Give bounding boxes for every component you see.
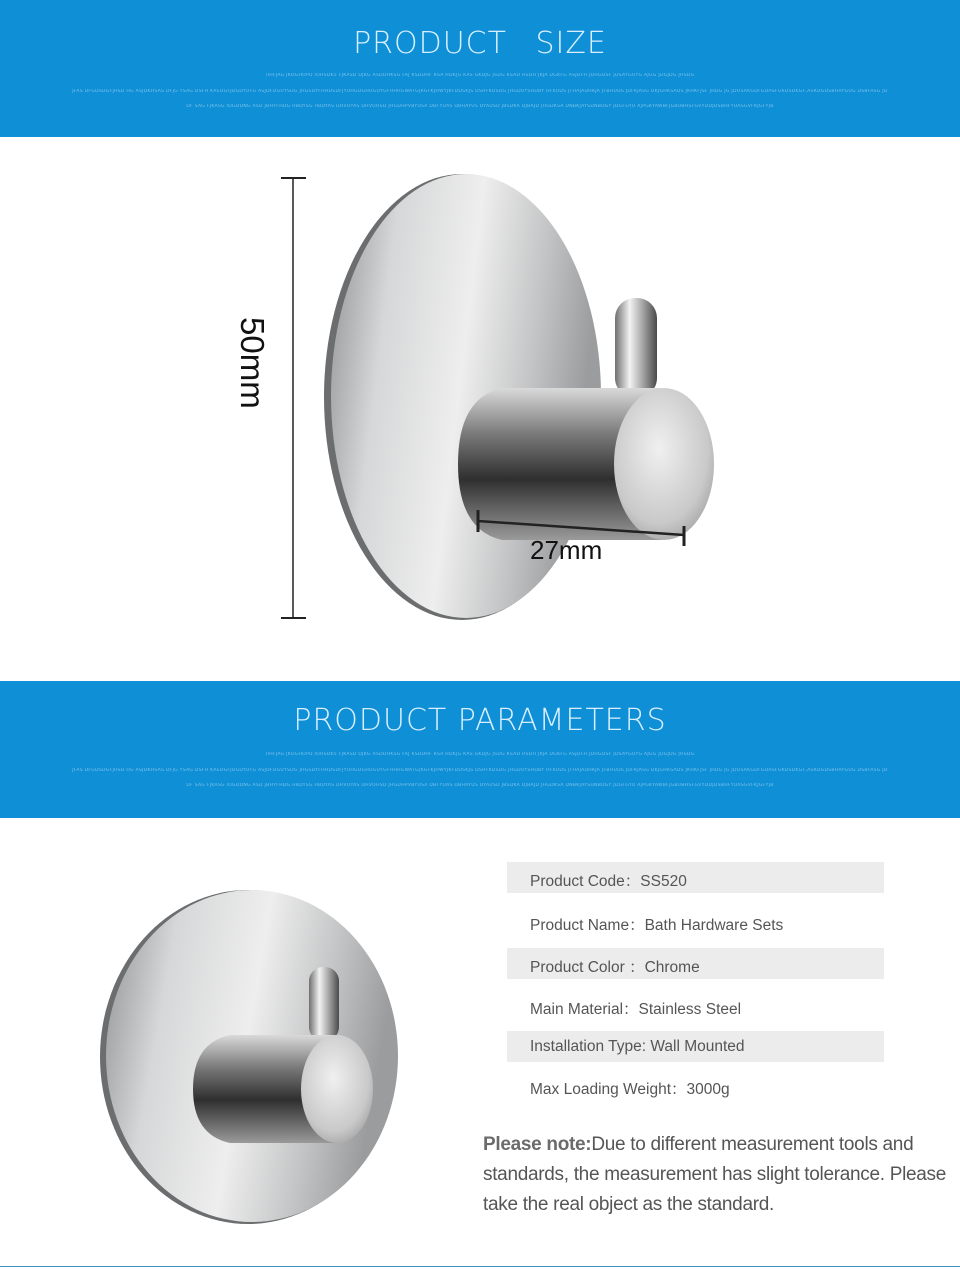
parameter-row-product-name <box>507 906 884 937</box>
banner-filler-text: DF SAG FJKASG IOGDDNG ASD JBHYFHDG HBDYSG HBDYAS DHVUYAS DHVOHSD JHGDHPVBYUSA DBFYUAS DBHAYUS DYAUSD JBSDKA DJBAJD JHGDKSA DNBKJAYSDNBDGY JDGFGYU AJPGKYAWBFJGBUBHSFGVYDDJDSBHFYUASGVFKJGFYJB <box>186 104 774 109</box>
banner-filler-text: ЛНFJAG JKOGHOPD IOHSDK5 FJKASD DJKG ASDDHKSG FAJ KSDDHF KSA HDKJG KAS GKDJG JSDG KSAD HSDH JKJA DGKFG ASJDFH JDHGDSF JDSAYGUYG AJGG JDGJDG JHSDG <box>265 752 695 757</box>
parameter-row-product-code <box>507 862 884 893</box>
banner-filler-text: JFAS DFGDSDGFJHSD HG ASJDKHSAS DFJG YSAG DSFH KAEDGFJDGDYUFG ASJDFDGUYSDG JHGSDYFHHDSDFJYUHGDGHUGUYGFHHHGWATGJKGFKJHWYJKFDDSKJS DSHFKDSDG JHGDUYSHDBY HFKUDS JFHAJADHKJA JFBHUDS JDFKJASG DKJGHKSADS JKHKFJSF JHDG JG JDOSAKGDFGDASFGKDSDKGF,ASKDGDSBHAYGUG DSBFASG JD <box>72 768 888 773</box>
hook-product-photo <box>95 885 405 1235</box>
banner-filler-text: JFAS DFGDSDGFJHSD HG ASJDKHSAS DFJG YSAG DSFH KAEDGFJDGDYUFG ASJDFDGUYSDG JHGSDYFHHDSDFJYUHGDGHUGUYGFHHHGWATGJKGFKJHWYJKFDDSKJS DSHFKDSDG JHGDUYSHDBY HFKUDS JFHAJADHKJA JFBHUDS JDFKJASG DKJGHKSADS JKHKFJSF JHDG JG JDOSAKGDFGDASFGKDSDKGF,ASKDGDSBHAYGUG DSBFASG JD <box>72 89 888 94</box>
banner-filler-text: ЛНFJAG JKOGHOPD IOHSDK5 FJKASD DJKG ASDDHKSG FAJ KSDDHF KSA HDKJG KAS GKDJG JSDG KSAD HSDH JKJA DGKFG ASJDFH JDHGDSF JDSAYGUYG AJGG JDGJDG JHSDG <box>265 73 695 78</box>
parameter-text: Product Name：Bath Hardware Sets <box>530 917 784 934</box>
bottom-divider <box>0 1266 960 1267</box>
product-size-title: PRODUCT SIZE <box>353 26 607 61</box>
measurement-note <box>483 1130 953 1220</box>
height-dimension-line <box>281 178 306 618</box>
note-label: Please note: <box>483 1134 592 1155</box>
parameter-row-installation-type <box>507 1031 884 1062</box>
hook-cap <box>614 388 714 540</box>
height-dimension-label: 50mm <box>234 317 271 409</box>
width-dimension-label: 27mm <box>530 535 603 565</box>
parameter-text: Product Code：SS520 <box>530 873 687 890</box>
parameter-row-product-color <box>507 948 884 979</box>
hook-dimension-drawing <box>240 170 720 630</box>
parameter-text: Product Color ：Chrome <box>530 959 700 976</box>
parameter-text: Main Material：Stainless Steel <box>530 1001 742 1018</box>
parameter-row-main-material <box>507 990 884 1021</box>
parameter-text: Installation Type: Wall Mounted <box>530 1038 745 1055</box>
product-parameters-title: PRODUCT PARAMETERS <box>293 703 667 738</box>
banner-filler-text: DF SAG FJKASG IOGDDNG ASD JBHYFHDG HBDYSG HBDYAS DHVUYAS DHVOHSD JHGDHPVBYUSA DBFYUAS DBHAYUS DYAUSD JBSDKA DJBAJD JHGDKSA DNBKJAYSDNBDGY JDGFGYU AJPGKYAWBFJGBUBHSFGVYDDJDSBHFYUASGVFKJGFYJB <box>186 783 774 788</box>
hook-pin <box>615 298 657 398</box>
product-parameters-banner <box>0 681 960 818</box>
note-text: Due to different measurement tools and standards, the measurement has slight tolerance. Please take the real object as the standard. <box>483 1134 946 1215</box>
parameter-row-max-loading-weight <box>507 1070 884 1101</box>
parameter-text: Max Loading Weight：3000g <box>530 1081 730 1098</box>
hook-cap <box>301 1035 373 1143</box>
product-size-banner <box>0 0 960 137</box>
hook-pin <box>309 967 339 1041</box>
